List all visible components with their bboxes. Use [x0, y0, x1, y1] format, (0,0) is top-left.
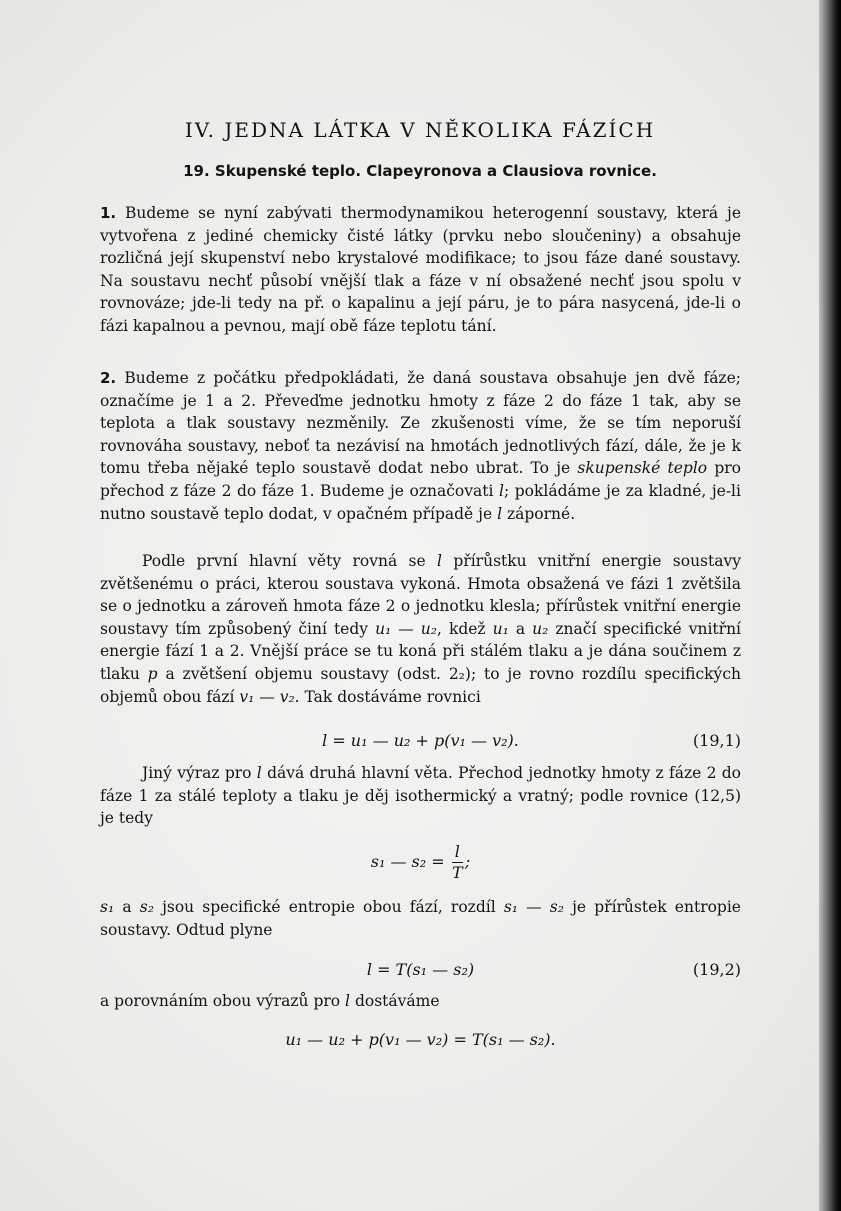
paragraph-text: ; pokládáme je za kladné, je-li nutno soustavě teplo dodat, v opačném případě je [100, 481, 741, 523]
paragraph-text: jsou specifické entropie obou fází, rozdíl [162, 898, 496, 916]
equation-19-1 [100, 727, 741, 755]
paragraph-text: . Tak dostáváme rovnici [294, 687, 481, 706]
expr-s1-s2: s₁ — s₂ [503, 898, 564, 916]
equation-body [100, 838, 741, 886]
equation-body: l = T(s₁ — s₂) [366, 960, 475, 979]
paragraph-text: přírůstku vnitřní energie soustavy zvětšenému o práci, kterou soustava vykoná. Hmota obsažená ve fázi 1 zvětšila se o jednotku a zároveň hmota fáze 2 o jednotku klesla; přírůstek vnitřní energie soustavy tím způsobený činí tedy [100, 552, 741, 638]
paragraph-text: dostáváme [354, 992, 440, 1010]
paragraph-text: a [122, 898, 132, 916]
paragraph-text: Budeme se nyní zabývati thermodynamikou heterogenní soustavy, která je vytvořena z jediné chemicky čisté látky (prvku nebo sloučeniny) a obsahuje rozličná její skupenství nebo krystalové modifikace; to jsou fáze dané soustavy. Na soustavu nechť působí vnější tlak a fáze v ní obsažené nechť jsou spolu v rovnováze; jde-li tedy na př. o kapalinu a její páru, je to pára nasycená, jde-li o fázi kapalnou a pevnou, mají obě fáze teplotu tání. [100, 204, 741, 335]
expr-u1-u2: u₁ — u₂ [375, 619, 437, 638]
symbol-s1: s₁ [100, 898, 115, 916]
symbol-l: l [256, 764, 262, 782]
equation-label: (19,2) [692, 960, 741, 979]
paragraph-2 [100, 367, 741, 525]
paragraph-text: a [515, 619, 526, 638]
equation-body: u₁ — u₂ + p(v₁ — v₂) = T(s₁ — s₂). [285, 1030, 556, 1049]
equation-19-2 [100, 956, 741, 984]
expr-v1-v2: v₁ — v₂ [239, 687, 295, 706]
paragraph-4 [100, 762, 741, 830]
paragraph-number: 2. [100, 369, 117, 387]
paragraph-text: dává druhá hlavní věta. Přechod jednotky hmoty z fáze 2 do fáze 1 za stálé teploty a tlaku je děj isothermický a vratný; podle rovnice (12,5) je tedy [100, 764, 741, 828]
paragraph-text: značí specifické vnitřní energie fází 1 a 2. Vnější práce se tu koná při stálém tlaku a je dána součinem z tlaku [100, 619, 742, 683]
paragraph-text: Podle první hlavní věty rovná se [142, 552, 426, 570]
paragraph-5 [100, 896, 741, 941]
section-title: 19. Skupenské teplo. Clapeyronova a Clausiova rovnice. [183, 162, 657, 180]
paragraph-text: , kdež [437, 619, 486, 638]
term-emphasis: skupenské teplo [577, 459, 708, 478]
symbol-u2: u₂ [532, 619, 549, 638]
paragraph-text: záporné. [506, 504, 576, 523]
paragraph-text: a zvětšení objemu soustavy (odst. 2₂); to je rovno rozdílu specifických objemů obou fází [100, 664, 741, 706]
equation-body: l = u₁ — u₂ + p(v₁ — v₂). [322, 731, 519, 750]
equation-lhs: s₁ — s₂ = [370, 852, 445, 871]
equation-entropy-fraction [100, 838, 741, 886]
chapter-title: IV. JEDNA LÁTKA V NĚKOLIKA FÁZÍCH [184, 118, 656, 142]
fraction [452, 842, 463, 883]
equation-tail: ; [464, 852, 471, 871]
symbol-l: l [498, 481, 504, 500]
symbol-l: l [497, 504, 503, 523]
symbol-l: l [437, 552, 443, 570]
equation-combined [100, 1026, 741, 1054]
paragraph-text: Budeme z počátku předpokládati, že daná soustava obsahuje jen dvě fáze; označíme je 1 a 2. Převeďme jednotku hmoty z fáze 2 do fáze 1 tak, aby se teplota a tlak soustavy nezměnily. Ze zkušenosti víme, že se tím neporuší rovnováha soustavy, neboť ta nezávisí na hmotách jednotlivých fází, dále, že je k tomu třeba nějaké teplo soustavě dodat nebo ubrat. To je [100, 369, 741, 478]
symbol-s2: s₂ [139, 898, 154, 916]
symbol-p: p [147, 664, 158, 683]
book-spine-shadow [819, 0, 841, 1211]
paragraph-3 [100, 550, 741, 708]
paragraph-text: je přírůstek entropie soustavy. Odtud plyne [100, 898, 741, 939]
paragraph-number: 1. [100, 204, 117, 222]
paragraph-6 [100, 990, 741, 1013]
paragraph-text: pro přechod z fáze 2 do fáze 1. Budeme je označovati [100, 459, 741, 500]
paragraph-1 [100, 202, 741, 338]
symbol-u1: u₁ [492, 619, 509, 638]
symbol-l: l [345, 992, 351, 1010]
fraction-denominator: T [451, 863, 463, 882]
paragraph-text: a porovnáním obou výrazů pro [100, 992, 341, 1010]
paragraph-text: Jiný výraz pro [142, 764, 252, 782]
fraction-numerator: l [452, 842, 463, 863]
equation-label: (19,1) [692, 731, 741, 750]
